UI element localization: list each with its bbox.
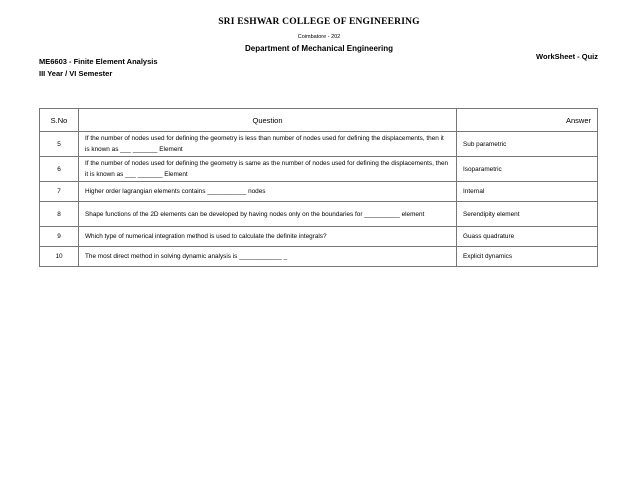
table-row bbox=[40, 157, 598, 182]
row-answer: Internal bbox=[457, 182, 598, 202]
table-header-row bbox=[40, 109, 598, 132]
row-question: Shape functions of the 2D elements can be developed by having nodes only on the boundaries for __________ element bbox=[79, 202, 457, 227]
table-row bbox=[40, 227, 598, 247]
row-sno: 10 bbox=[40, 247, 79, 267]
department-name: Department of Mechanical Engineering bbox=[244, 44, 394, 53]
row-question: The most direct method in solving dynamic analysis is ____________ _ bbox=[79, 247, 457, 267]
row-question: If the number of nodes used for defining the geometry is same as the number of nodes used for defining the displacements, then it is known as ___ _______ Element bbox=[79, 157, 457, 182]
course-title: ME6603 - Finite Element Analysis bbox=[39, 57, 158, 66]
row-sno: 9 bbox=[40, 227, 79, 247]
row-sno: 5 bbox=[40, 132, 79, 157]
table-row bbox=[40, 182, 598, 202]
worksheet-label: WorkSheet - Quiz bbox=[536, 52, 598, 61]
row-answer: Isoparametric bbox=[457, 157, 598, 182]
row-answer: Guass quadrature bbox=[457, 227, 598, 247]
table-row bbox=[40, 247, 598, 267]
year-semester: III Year / VI Semester bbox=[39, 69, 113, 78]
column-header-question: Question bbox=[79, 109, 457, 132]
row-question: Higher order lagrangian elements contains ___________ nodes bbox=[79, 182, 457, 202]
row-sno: 7 bbox=[40, 182, 79, 202]
column-header-answer: Answer bbox=[457, 109, 598, 132]
row-question: If the number of nodes used for defining the geometry is less than number of nodes used for defining the displacements, then it is known as ___ _______ Element bbox=[79, 132, 457, 157]
row-answer: Serendipity element bbox=[457, 202, 598, 227]
table-row bbox=[40, 202, 598, 227]
table-row bbox=[40, 132, 598, 157]
row-answer: Explicit dynamics bbox=[457, 247, 598, 267]
row-sno: 8 bbox=[40, 202, 79, 227]
quiz-table bbox=[39, 108, 598, 267]
row-sno: 6 bbox=[40, 157, 79, 182]
college-city: Coimbatore - 202 bbox=[297, 34, 341, 40]
college-name: SRI ESHWAR COLLEGE OF ENGINEERING bbox=[218, 17, 420, 27]
row-question: Which type of numerical integration method is used to calculate the definite integrals? bbox=[79, 227, 457, 247]
column-header-sno: S.No bbox=[40, 109, 79, 132]
row-answer: Sub parametric bbox=[457, 132, 598, 157]
